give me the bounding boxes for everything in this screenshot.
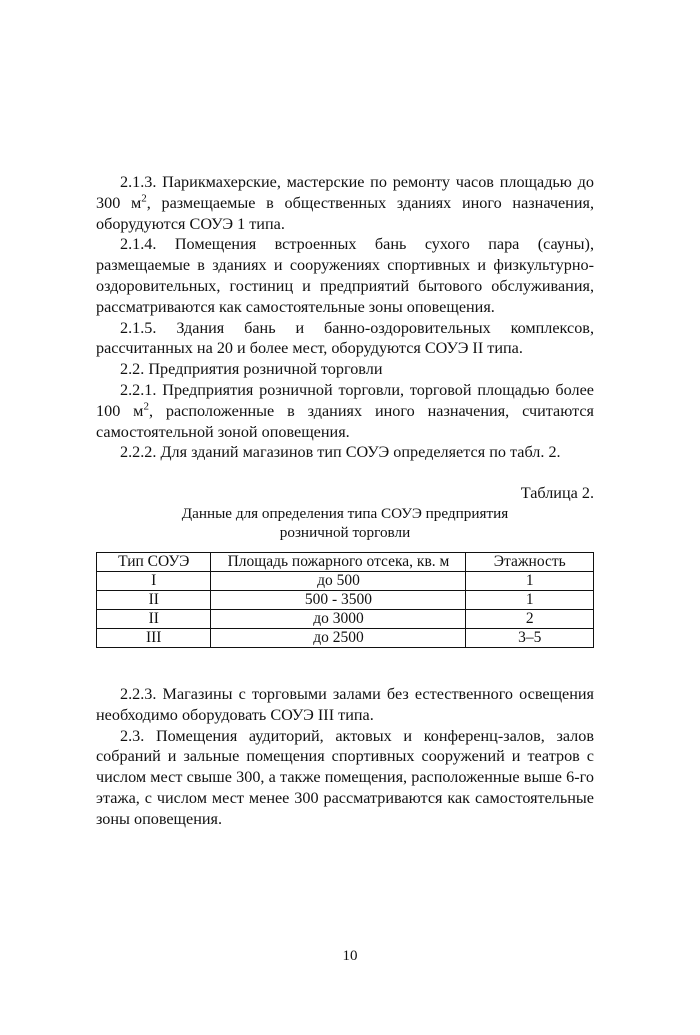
paragraph-tail: , размещаемые в общественных зданиях иного назначения, оборудуются СОУЭ 1 типа. — [96, 193, 595, 233]
cell-floors: 1 — [466, 590, 594, 609]
table-caption: Таблица 2. — [520, 484, 594, 503]
superscript: 2 — [143, 400, 149, 413]
cell-type: I — [97, 571, 211, 590]
cell-type: II — [97, 609, 211, 628]
table-row — [97, 590, 594, 609]
header-area: Площадь пожарного отсека, кв. м — [211, 552, 466, 571]
paragraph-tail: , расположенные в зданиях иного назначения, считаются самостоятельной зоной оповещения. — [96, 401, 594, 441]
paragraph-text: 2.2.1. Предприятия розничной торговли, торговой площадью более 100 м — [96, 380, 594, 420]
paragraph-2-2-2: 2.2.2. Для зданий магазинов тип СОУЭ определяется по табл. 2. — [120, 443, 561, 462]
superscript: 2 — [141, 192, 147, 205]
paragraph-2-1-5: 2.1.5. Здания бань и банно-оздоровительных комплексов, рассчитанных на 20 и более мест, оборудуются СОУЭ II типа. — [96, 318, 594, 358]
paragraph-2-2-1 — [96, 380, 594, 442]
header-floors: Этажность — [466, 552, 594, 571]
cell-type: III — [97, 628, 211, 647]
data-table — [96, 552, 594, 648]
table-title-line-1: Данные для определения типа СОУЭ предприятия — [181, 504, 509, 522]
page-number: 10 — [342, 948, 358, 964]
table-row — [97, 609, 594, 628]
table-row — [97, 571, 594, 590]
paragraph-2-2-3: 2.2.3. Магазины с торговыми залами без естественного освещения необходимо оборудовать СОУЭ III типа. — [96, 684, 594, 724]
cell-floors: 3–5 — [466, 628, 594, 647]
header-type: Тип СОУЭ — [97, 552, 211, 571]
document-page — [96, 172, 594, 830]
cell-area: до 3000 — [211, 609, 466, 628]
cell-area: до 500 — [211, 571, 466, 590]
cell-area: до 2500 — [211, 628, 466, 647]
cell-type: II — [97, 590, 211, 609]
paragraph-text: 2.1.3. Парикмахерские, мастерские по ремонту часов площадью до 300 м — [96, 173, 594, 212]
table-header-row — [97, 552, 594, 571]
paragraph-2-3: 2.3. Помещения аудиторий, актовых и конференц-залов, залов собраний и зальные помещения спортивных сооружений и театров с числом мест свыше 300, а также помещения, расположенные выше 6-го этажа, с числом мест менее 300 рассматриваются как самостоятельные зоны оповещения. — [96, 726, 594, 828]
cell-floors: 1 — [466, 571, 594, 590]
after-table-section — [96, 684, 594, 830]
table-title-line-2: розничной торговли — [279, 523, 411, 541]
section-heading-2-2: 2.2. Предприятия розничной торговли — [120, 360, 383, 379]
paragraph-2-1-3 — [96, 172, 594, 234]
cell-area: 500 - 3500 — [211, 590, 466, 609]
paragraph-2-1-4: 2.1.4. Помещения встроенных бань сухого пара (сауны), размещаемые в зданиях и сооружениях спортивных и физкультурно-оздоровительных, гостиниц и предприятий бытового обслуживания, рассматриваются как самостоятельные зоны оповещения. — [96, 235, 594, 316]
cell-floors: 2 — [466, 609, 594, 628]
table-row — [97, 628, 594, 647]
